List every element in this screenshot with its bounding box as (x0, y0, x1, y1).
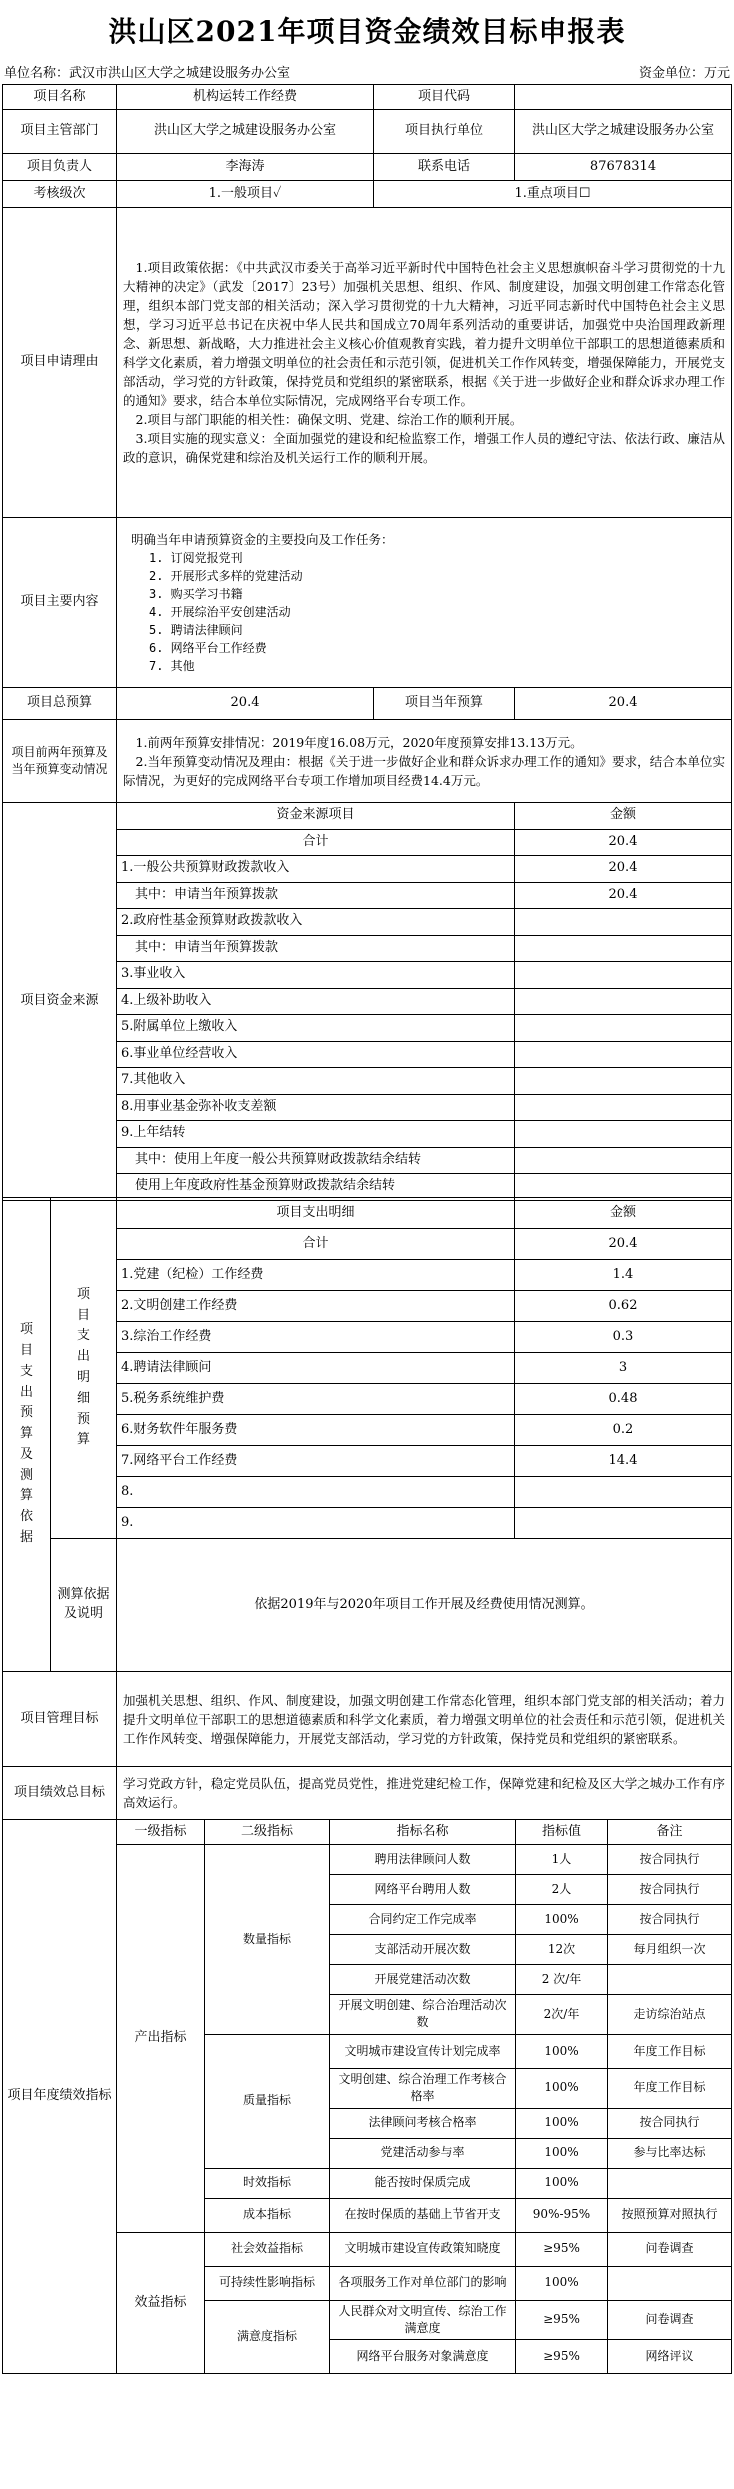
expense-item-name: 7.网络平台工作经费 (117, 1446, 515, 1477)
kpi-note: 网络评议 (608, 2340, 732, 2374)
currency-unit: 资金单位：万元 (638, 66, 730, 81)
expense-outer-label (3, 1198, 51, 1672)
expense-head-item: 项目支出明细 (117, 1198, 515, 1229)
content-item: 3. 购买学习书籍 (149, 587, 243, 601)
kpi-value: 100% (516, 2108, 608, 2138)
management-label: 项目管理目标 (3, 1672, 117, 1767)
project-code (515, 85, 732, 110)
management-text: 加强机关思想、组织、作风、制度建设，加强文明创建工作常态化管理，组织本部门党支部的相关活动；着力提升文明单位干部职工的思想道德素质和科学文化素质，着力增强文明单位的社会责任和示范引领，促进机关工作作风转变、增强保障能力，开展党支部活动，学习党的方针政策，保持党员和党组织的紧密联系。 (117, 1672, 732, 1767)
kpi-value: ≥95% (516, 2340, 608, 2374)
content-label: 项目主要内容 (3, 518, 117, 688)
history-paragraphs (123, 733, 725, 790)
kpi-head-level2: 二级指标 (205, 1820, 330, 1845)
level-key-checkbox[interactable]: 1.重点项目☐ (374, 181, 732, 208)
kpi-note: 每月组织一次 (608, 1935, 732, 1965)
form-title: 洪山区2021年项目资金绩效目标申报表 (108, 15, 626, 48)
funding-item-name: 其中：申请当年预算拨款 (117, 935, 515, 962)
funding-item-amount (515, 1094, 732, 1121)
content-item: 1. 订阅党报党刊 (149, 551, 243, 565)
expense-item-name: 9. (117, 1508, 515, 1539)
funding-table (2, 802, 732, 1201)
kpi-value: 2次/年 (516, 1995, 608, 2035)
application-paragraphs (123, 258, 725, 467)
kpi-name: 开展文明创建、综合治理活动次数 (330, 1995, 516, 2035)
funding-item-name: 5.附属单位上缴收入 (117, 1015, 515, 1042)
expense-head-amount: 金额 (515, 1198, 732, 1229)
kpi-name: 文明城市建设宣传计划完成率 (330, 2034, 516, 2068)
kpi-value: 100% (516, 2168, 608, 2198)
benefit-text: 学习党政方针，稳定党员队伍，提高党员党性，推进党建纪检工作，保障党建和纪检及区大学之城办工作有序高效运行。 (117, 1767, 732, 1820)
funding-item-amount (515, 1147, 732, 1174)
expense-item-amount: 0.48 (515, 1384, 732, 1415)
kpi-name: 能否按时保质完成 (330, 2168, 516, 2198)
expense-item-name: 5.税务系统维护费 (117, 1384, 515, 1415)
expense-item-amount: 1.4 (515, 1260, 732, 1291)
kpi-head-name: 指标名称 (330, 1820, 516, 1845)
kpi-name: 文明创建、综合治理工作考核合格率 (330, 2068, 516, 2108)
kpi-label: 项目年度绩效指标 (3, 1820, 117, 2374)
funding-item-amount (515, 935, 732, 962)
benefit-label: 项目绩效总目标 (3, 1767, 117, 1820)
kpi-note (608, 2266, 732, 2300)
funding-item-amount: 20.4 (515, 882, 732, 909)
budget-current: 20.4 (515, 688, 732, 720)
history-paragraph: 2.当年预算变动情况及理由：根据《关于进一步做好企业和群众诉求办理工作的通知》要求，结合本单位实际情况，为更好的完成网络平台专项工作增加项目经费14.4万元。 (123, 753, 726, 788)
kpi-note: 按合同执行 (608, 2108, 732, 2138)
history-label: 项目前两年预算及当年预算变动情况 (3, 720, 117, 803)
kpi-note (608, 1965, 732, 1995)
project-name-label: 项目名称 (3, 85, 117, 110)
funding-label: 项目资金来源 (3, 803, 117, 1201)
kpi-level2: 数量指标 (205, 1845, 330, 2035)
history-text (117, 720, 732, 803)
kpi-value: ≥95% (516, 2300, 608, 2340)
content-intro: 明确当年申请预算资金的主要投向及工作任务： (131, 532, 394, 547)
kpi-value: ≥95% (516, 2232, 608, 2266)
funding-item-amount (515, 1041, 732, 1068)
expense-item-amount: 0.2 (515, 1415, 732, 1446)
funding-item-amount (515, 988, 732, 1015)
kpi-name: 开展党建活动次数 (330, 1965, 516, 1995)
exec-value: 洪山区大学之城建设服务办公室 (515, 110, 732, 154)
kpi-value: 100% (516, 1905, 608, 1935)
dept-label: 项目主管部门 (3, 110, 117, 154)
funding-item-amount: 20.4 (515, 856, 732, 883)
funding-head-item: 资金来源项目 (117, 803, 515, 830)
expense-item-amount (515, 1477, 732, 1508)
kpi-note: 问卷调查 (608, 2232, 732, 2266)
expense-item-name: 合计 (117, 1229, 515, 1260)
kpi-value: 1人 (516, 1845, 608, 1875)
kpi-note: 按合同执行 (608, 1875, 732, 1905)
kpi-output-label: 产出指标 (117, 1845, 205, 2233)
kpi-level2: 成本指标 (205, 2198, 330, 2232)
expense-item-name: 1.党建（纪检）工作经费 (117, 1260, 515, 1291)
kpi-name: 各项服务工作对单位部门的影响 (330, 2266, 516, 2300)
expense-item-amount: 14.4 (515, 1446, 732, 1477)
kpi-note (608, 2168, 732, 2198)
funding-item-name: 1.一般公共预算财政拨款收入 (117, 856, 515, 883)
kpi-note: 按照预算对照执行 (608, 2198, 732, 2232)
funding-item-amount (515, 962, 732, 989)
exec-label: 项目执行单位 (374, 110, 515, 154)
funding-item-amount (515, 1121, 732, 1148)
funding-item-name: 4.上级补助收入 (117, 988, 515, 1015)
content-cell (117, 518, 732, 688)
basic-info-table (2, 84, 732, 803)
kpi-note: 年度工作目标 (608, 2068, 732, 2108)
funding-item-amount: 20.4 (515, 829, 732, 856)
application-paragraph: 3.项目实施的现实意义：全面加强党的建设和纪检监察工作，增强工作人员的遵纪守法、依法行政、廉洁从政的意识，确保党建和综治及机关运行工作的顺利开展。 (123, 431, 726, 465)
kpi-value: 2人 (516, 1875, 608, 1905)
kpi-note: 按合同执行 (608, 1845, 732, 1875)
funding-item-amount (515, 909, 732, 936)
content-item: 7. 其他 (149, 659, 195, 673)
leader-label: 项目负责人 (3, 154, 117, 181)
expense-item-name: 4.聘请法律顾问 (117, 1353, 515, 1384)
kpi-name: 在按时保质的基础上节省开支 (330, 2198, 516, 2232)
kpi-value: 100% (516, 2266, 608, 2300)
application-paragraph: 1.项目政策依据：《中共武汉市委关于高举习近平新时代中国特色社会主义思想旗帜奋斗学习贯彻党的十九大精神的决定》（武发〔2017〕23号）加强机关思想、组织、作风、制度建设，加强文明创建工作常态化管理，组织本部门党支部的相关活动；深入学习贯彻党的十九大精神，习近平同志新时代中国特色社会主义思想，学习习近平总书记在庆祝中华人民共和国成立70周年系列活动的重要讲话，加强党中央治国理政新理念、新思想、新战略，大力推进社会主义核心价值观教育实践，着力提升文明单位干部职工的思想道德素质和科学文化素质，着力增强文明单位的社会责任和示范引领，促进机关工作作风转变，增强保障能力，开展党支部活动，学习党的方针政策，保持党员和党组织的紧密联系，根据《关于进一步做好企业和群众诉求办理工作的通知》要求，结合本单位实际情况，完成网络平台专项工作。 (123, 260, 726, 408)
expense-inner-label (51, 1198, 117, 1539)
expense-item-amount: 20.4 (515, 1229, 732, 1260)
expense-item-amount: 0.62 (515, 1291, 732, 1322)
kpi-level2: 质量指标 (205, 2034, 330, 2168)
budget-total: 20.4 (117, 688, 374, 720)
basis-text: 依据2019年与2020年项目工作开展及经费使用情况测算。 (117, 1539, 732, 1672)
kpi-value: 12次 (516, 1935, 608, 1965)
kpi-effect-label: 效益指标 (117, 2232, 205, 2374)
kpi-name: 法律顾问考核合格率 (330, 2108, 516, 2138)
expense-item-name: 3.综治工作经费 (117, 1322, 515, 1353)
kpi-note: 年度工作目标 (608, 2034, 732, 2068)
project-code-label: 项目代码 (374, 85, 515, 110)
application-paragraph: 2.项目与部门职能的相关性：确保文明、党建、综治工作的顺利开展。 (135, 412, 523, 427)
funding-item-amount (515, 1015, 732, 1042)
expense-item-name: 8. (117, 1477, 515, 1508)
history-paragraph: 1.前两年预算安排情况：2019年度16.08万元，2020年度预算安排13.13万元。 (135, 734, 583, 750)
expense-item-name: 2.文明创建工作经费 (117, 1291, 515, 1322)
kpi-table (2, 1819, 732, 2374)
funding-item-name: 7.其他收入 (117, 1068, 515, 1095)
kpi-value: 90%-95% (516, 2198, 608, 2232)
expense-inner-label-text: 项目支出明细预算 (76, 1286, 90, 1448)
kpi-level2: 满意度指标 (205, 2300, 330, 2374)
kpi-note: 参与比率达标 (608, 2138, 732, 2168)
unit-name: 单位名称：武汉市洪山区大学之城建设服务办公室 (4, 66, 291, 81)
kpi-note: 按合同执行 (608, 1905, 732, 1935)
kpi-value: 100% (516, 2034, 608, 2068)
kpi-value: 2 次/年 (516, 1965, 608, 1995)
kpi-head-value: 指标值 (516, 1820, 608, 1845)
content-item: 5. 聘请法律顾问 (149, 623, 243, 637)
kpi-name: 人民群众对文明宣传、综治工作满意度 (330, 2300, 516, 2340)
kpi-head-note: 备注 (608, 1820, 732, 1845)
funding-item-name: 6.事业单位经营收入 (117, 1041, 515, 1068)
content-item: 2. 开展形式多样的党建活动 (149, 569, 303, 583)
application-label: 项目申请理由 (3, 208, 117, 518)
kpi-value: 100% (516, 2068, 608, 2108)
funding-item-name: 3.事业收入 (117, 962, 515, 989)
expense-outer-label-text: 项目支出预算及测算依据 (19, 1322, 33, 1546)
kpi-value: 100% (516, 2138, 608, 2168)
kpi-level2: 时效指标 (205, 2168, 330, 2198)
expense-item-amount: 0.3 (515, 1322, 732, 1353)
funding-item-name: 8.用事业基金弥补收支差额 (117, 1094, 515, 1121)
phone-value: 87678314 (515, 154, 732, 181)
budget-total-label: 项目总预算 (3, 688, 117, 720)
kpi-name: 支部活动开展次数 (330, 1935, 516, 1965)
project-name: 机构运转工作经费 (117, 85, 374, 110)
funding-item-name: 合计 (117, 829, 515, 856)
kpi-note: 走访综治站点 (608, 1995, 732, 2035)
funding-item-name: 9.上年结转 (117, 1121, 515, 1148)
kpi-name: 网络平台聘用人数 (330, 1875, 516, 1905)
funding-item-amount (515, 1068, 732, 1095)
expense-item-amount (515, 1508, 732, 1539)
level-general-checkbox[interactable]: 1.一般项目✓ (117, 181, 374, 208)
dept-value: 洪山区大学之城建设服务办公室 (117, 110, 374, 154)
basis-label: 测算依据及说明 (51, 1539, 117, 1672)
kpi-level2: 可持续性影响指标 (205, 2266, 330, 2300)
kpi-name: 合同约定工作完成率 (330, 1905, 516, 1935)
management-table (2, 1671, 732, 1820)
content-item: 6. 网络平台工作经费 (149, 641, 267, 655)
expense-item-name: 6.财务软件年服务费 (117, 1415, 515, 1446)
level-label: 考核级次 (3, 181, 117, 208)
leader-value: 李海涛 (117, 154, 374, 181)
budget-current-label: 项目当年预算 (374, 688, 515, 720)
expense-item-amount: 3 (515, 1353, 732, 1384)
kpi-level2: 社会效益指标 (205, 2232, 330, 2266)
expense-table (2, 1197, 732, 1672)
content-items (123, 549, 725, 675)
kpi-note: 问卷调查 (608, 2300, 732, 2340)
kpi-name: 网络平台服务对象满意度 (330, 2340, 516, 2374)
kpi-name: 文明城市建设宣传政策知晓度 (330, 2232, 516, 2266)
unit-row (4, 60, 730, 82)
phone-label: 联系电话 (374, 154, 515, 181)
kpi-head-level1: 一级指标 (117, 1820, 205, 1845)
funding-head-amount: 金额 (515, 803, 732, 830)
kpi-name: 聘用法律顾问人数 (330, 1845, 516, 1875)
funding-item-name: 其中：使用上年度一般公共预算财政拨款结余结转 (117, 1147, 515, 1174)
kpi-name: 党建活动参与率 (330, 2138, 516, 2168)
application-text (117, 208, 732, 518)
funding-item-name: 2.政府性基金预算财政拨款收入 (117, 909, 515, 936)
content-item: 4. 开展综治平安创建活动 (149, 605, 291, 619)
funding-item-name: 其中：申请当年预算拨款 (117, 882, 515, 909)
funding-item-name: 使用上年度政府性基金预算财政拨款结余结转 (117, 1174, 515, 1201)
